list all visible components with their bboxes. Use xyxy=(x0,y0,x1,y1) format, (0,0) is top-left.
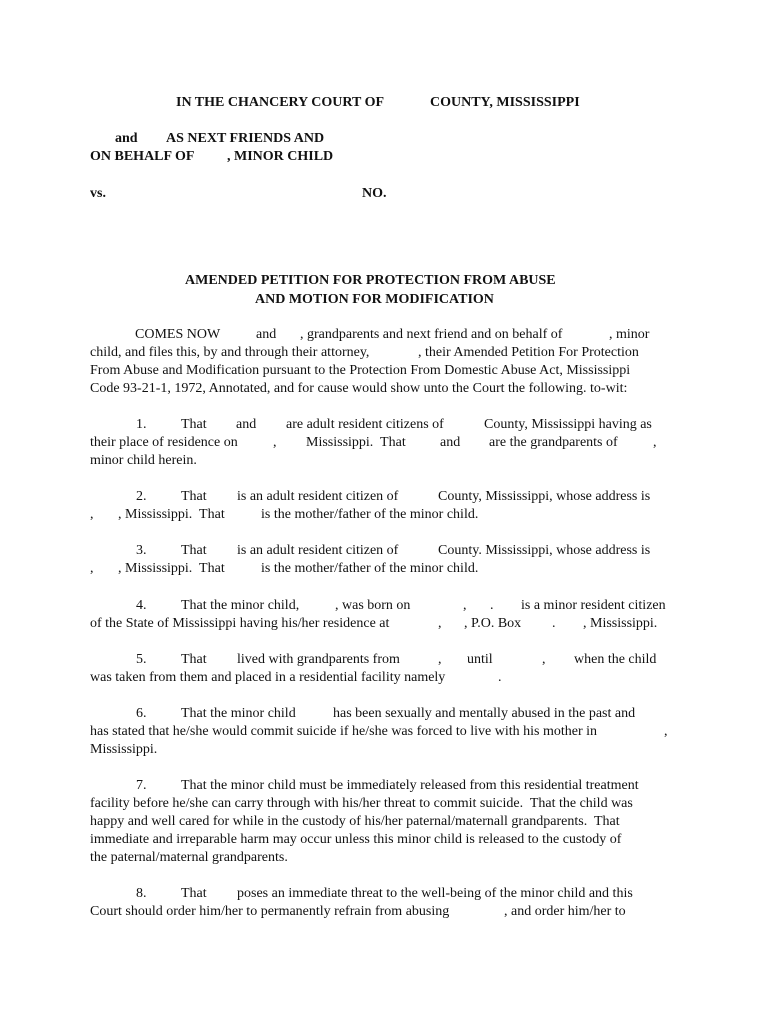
document-title-line1: AMENDED PETITION FOR PROTECTION FROM ABUSE xyxy=(185,273,556,288)
p7-line3: happy and well cared for while in the custody of his/her paternal/maternall grandparents. That xyxy=(90,814,620,829)
p4-line2a: of the State of Mississippi having his/her residence at xyxy=(90,616,390,631)
p5-comma1: , xyxy=(438,652,442,667)
p3-line2b: , Mississippi. That xyxy=(118,561,225,576)
p4-line2b: , xyxy=(438,616,442,631)
case-number-label: NO. xyxy=(362,186,387,201)
p7-line1: That the minor child must be immediately released from this residential treatment xyxy=(181,778,639,793)
p3-line2a: , xyxy=(90,561,94,576)
p2-line2b: , Mississippi. That xyxy=(118,507,225,522)
p4-comma: , xyxy=(463,598,467,613)
intro-line2a: child, and files this, by and through their attorney, xyxy=(90,345,370,360)
p5-line2b: . xyxy=(498,670,502,685)
p1-line2e: are the grandparents of xyxy=(489,435,618,450)
p3-adult-resident: is an adult resident citizen of xyxy=(237,543,399,558)
p5-comma2: , xyxy=(542,652,546,667)
p3-number: 3. xyxy=(136,543,147,558)
court-caption-prefix: IN THE CHANCERY COURT OF xyxy=(176,95,385,110)
p8-threat: poses an immediate threat to the well-being of the minor child and this xyxy=(237,886,633,901)
p1-line2f: , xyxy=(653,435,657,450)
p5-line2a: was taken from them and placed in a residential facility namely xyxy=(90,670,446,685)
p7-line4: immediate and irreparable harm may occur unless this minor child is released to the custody of xyxy=(90,832,622,847)
p1-line3: minor child herein. xyxy=(90,453,197,468)
party-next-friends: AS NEXT FRIENDS AND xyxy=(166,131,325,146)
p3-county: County. Mississippi, whose address is xyxy=(438,543,651,558)
intro-line2b: , their Amended Petition For Protection xyxy=(418,345,639,360)
p4-born-on: , was born on xyxy=(335,598,411,613)
p1-that: That xyxy=(181,417,207,432)
p1-adult-resident: are adult resident citizens of xyxy=(286,417,444,432)
p1-line2a: their place of residence on xyxy=(90,435,238,450)
party-minor-child: , MINOR CHILD xyxy=(227,149,334,164)
p5-that: That xyxy=(181,652,207,667)
p8-number: 8. xyxy=(136,886,147,901)
p6-line2a: has stated that he/she would commit suicide if he/she was forced to live with his mother in xyxy=(90,724,598,739)
versus-label: vs. xyxy=(90,186,106,201)
court-caption-suffix: COUNTY, MISSISSIPPI xyxy=(430,95,580,110)
intro-minor: , minor xyxy=(609,327,650,342)
p5-lived-with: lived with grandparents from xyxy=(237,652,400,667)
p2-line2a: , xyxy=(90,507,94,522)
p4-po-box: , P.O. Box xyxy=(464,616,522,631)
p5-number: 5. xyxy=(136,652,147,667)
p3-line2c: is the mother/father of the minor child. xyxy=(261,561,479,576)
p8-that: That xyxy=(181,886,207,901)
p2-adult-resident: is an adult resident citizen of xyxy=(237,489,399,504)
p1-and: and xyxy=(236,417,257,432)
party-and: and xyxy=(115,131,138,146)
p7-number: 7. xyxy=(136,778,147,793)
p6-line3: Mississippi. xyxy=(90,742,158,757)
p3-that: That xyxy=(181,543,207,558)
p6-number: 6. xyxy=(136,706,147,721)
party-on-behalf: ON BEHALF OF xyxy=(90,149,195,164)
intro-line3: From Abuse and Modification pursuant to the Protection From Domestic Abuse Act, Mississippi xyxy=(90,363,631,378)
p1-county: County, Mississippi having as xyxy=(484,417,652,432)
p7-line5: the paternal/maternal grandparents. xyxy=(90,850,288,865)
p4-number: 4. xyxy=(136,598,147,613)
p6-abused: has been sexually and mentally abused in the past and xyxy=(333,706,636,721)
p2-county: County, Mississippi, whose address is xyxy=(438,489,651,504)
p6-line2b: , xyxy=(664,724,668,739)
p1-line2b: , xyxy=(273,435,277,450)
p4-period: . xyxy=(490,598,494,613)
p4-minor-child: That the minor child, xyxy=(181,598,300,613)
document-title-line2: AND MOTION FOR MODIFICATION xyxy=(255,292,494,307)
p6-minor-child: That the minor child xyxy=(181,706,296,721)
p1-line2c: Mississippi. That xyxy=(306,435,406,450)
p2-that: That xyxy=(181,489,207,504)
p8-line2a: Court should order him/her to permanently refrain from abusing xyxy=(90,904,450,919)
intro-and: and xyxy=(256,327,277,342)
intro-comes-now: COMES NOW xyxy=(135,327,221,342)
p1-number: 1. xyxy=(136,417,147,432)
intro-grandparents: , grandparents and next friend and on behalf of xyxy=(300,327,563,342)
p1-line2d: and xyxy=(440,435,461,450)
p2-number: 2. xyxy=(136,489,147,504)
p2-line2c: is the mother/father of the minor child. xyxy=(261,507,479,522)
p4-line2e: , Mississippi. xyxy=(583,616,658,631)
p5-when-child: when the child xyxy=(574,652,657,667)
p4-line2d: . xyxy=(552,616,556,631)
p4-resident: is a minor resident citizen xyxy=(521,598,666,613)
p8-line2b: , and order him/her to xyxy=(504,904,626,919)
p7-line2: facility before he/she can carry through with his/her threat to commit suicide. That the child was xyxy=(90,796,633,811)
p5-until: until xyxy=(467,652,493,667)
intro-line4: Code 93-21-1, 1972, Annotated, and for cause would show unto the Court the following. to-wit: xyxy=(90,381,628,396)
